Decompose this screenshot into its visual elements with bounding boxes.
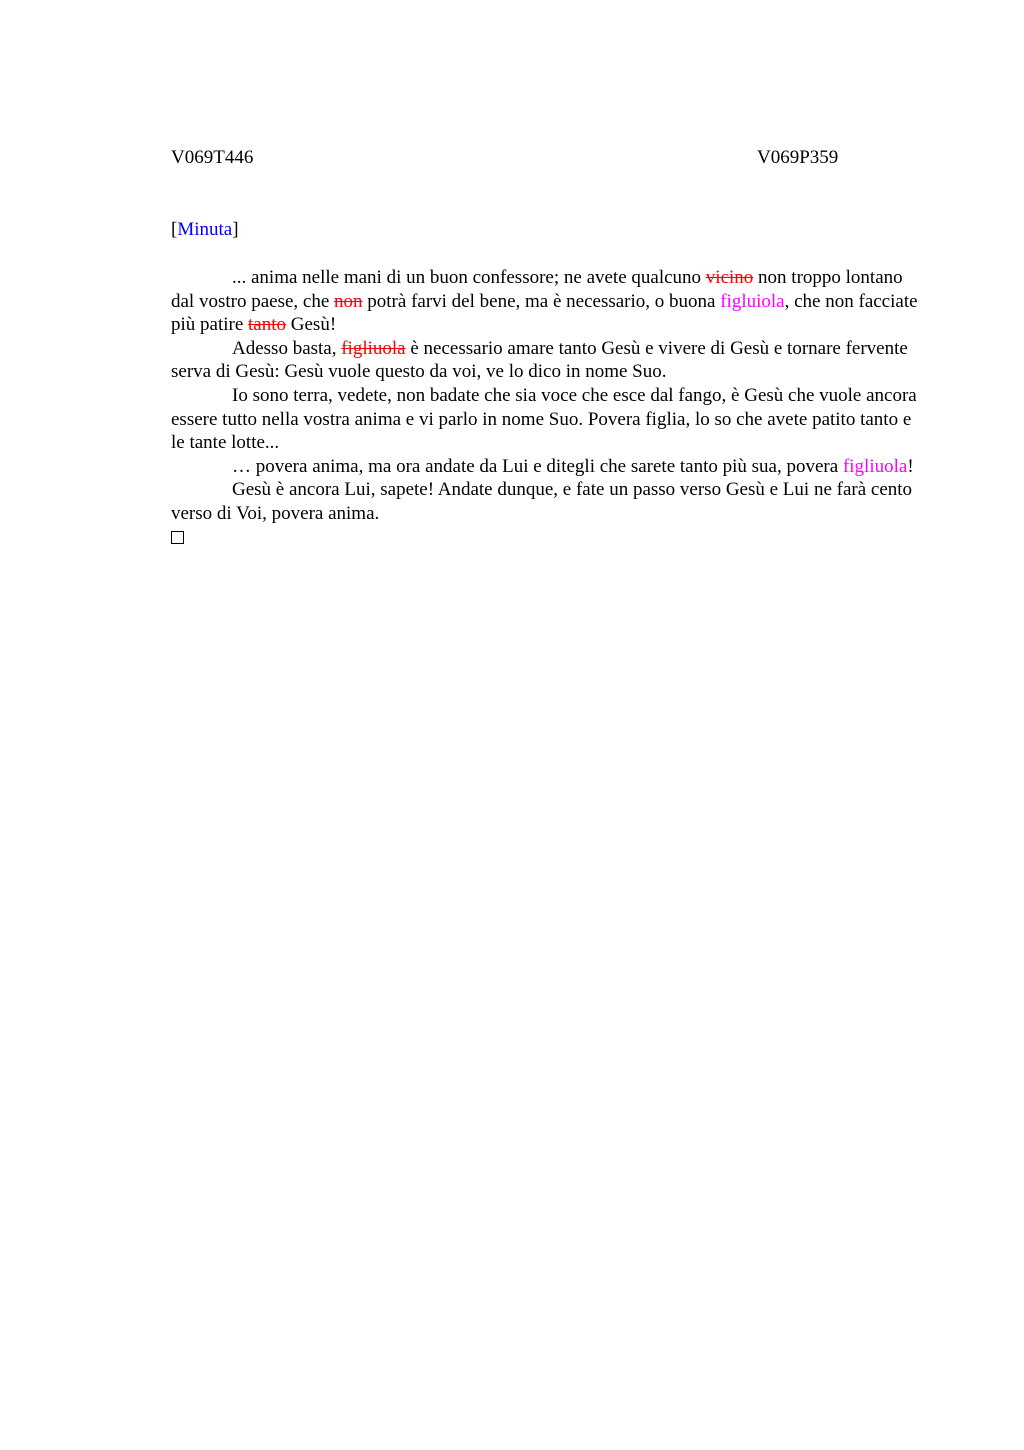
paragraph-5	[171, 478, 929, 525]
document-code-right: V069P359	[757, 147, 839, 168]
letter-body	[171, 266, 929, 544]
p3-text-1: Io sono terra, vedete, non badate che sia voce che esce dal fango, è Gesù che vuole ancora essere tutto nella vostra anima e vi parlo in nome Suo. Povera figlia, lo so che avete patito tanto e le tante lotte...	[171, 384, 917, 454]
document-page	[171, 0, 931, 1450]
p4-text-1: … povera anima, ma ora andate da Lui e ditegli che sarete tanto più sua, povera	[232, 455, 843, 477]
p2-text-2: è necessario amare tanto Gesù e vivere di Gesù e tornare fervente serva di Gesù: Gesù vuole questo da voi, ve lo dico in nome Suo.	[171, 337, 908, 383]
p4-highlight-1: figliuola	[842, 455, 908, 477]
document-code-left: V069T446	[171, 147, 254, 168]
p1-highlight-1: figluiola	[720, 290, 785, 312]
p5-text-1: Gesù è ancora Lui, sapete! Andate dunque, e fate un passo verso Gesù e Lui ne farà cento verso di Voi, povera anima.	[171, 479, 913, 524]
p1-text-1: ... anima nelle mani di un buon confessore; ne avete qualcuno	[232, 267, 706, 288]
p1-deleted-2: non	[334, 290, 363, 312]
p2-text-1: Adesso basta,	[232, 337, 342, 359]
paragraph-3	[171, 384, 929, 455]
minuta-heading	[171, 218, 239, 242]
minuta-label: Minuta	[177, 219, 233, 240]
paragraph-1	[171, 266, 929, 337]
p1-deleted-3: tanto	[248, 314, 287, 336]
paragraph-4	[171, 455, 929, 479]
p1-text-5: Gesù!	[286, 314, 337, 336]
p1-text-4: , che non facciate più patire	[171, 290, 918, 336]
p1-text-2: non troppo lontano dal vostro paese, che	[171, 267, 903, 312]
minuta-close-bracket: ]	[232, 219, 239, 240]
p4-text-2: !	[907, 455, 914, 477]
p2-deleted-1: figliuola	[341, 337, 406, 359]
square-outline-icon	[171, 531, 184, 544]
p1-text-3: potrà farvi del bene, ma è necessario, o buona	[362, 290, 721, 312]
p1-deleted-1: vicino	[705, 267, 754, 288]
paragraph-2	[171, 337, 929, 384]
minuta-open-bracket: [	[171, 219, 178, 240]
